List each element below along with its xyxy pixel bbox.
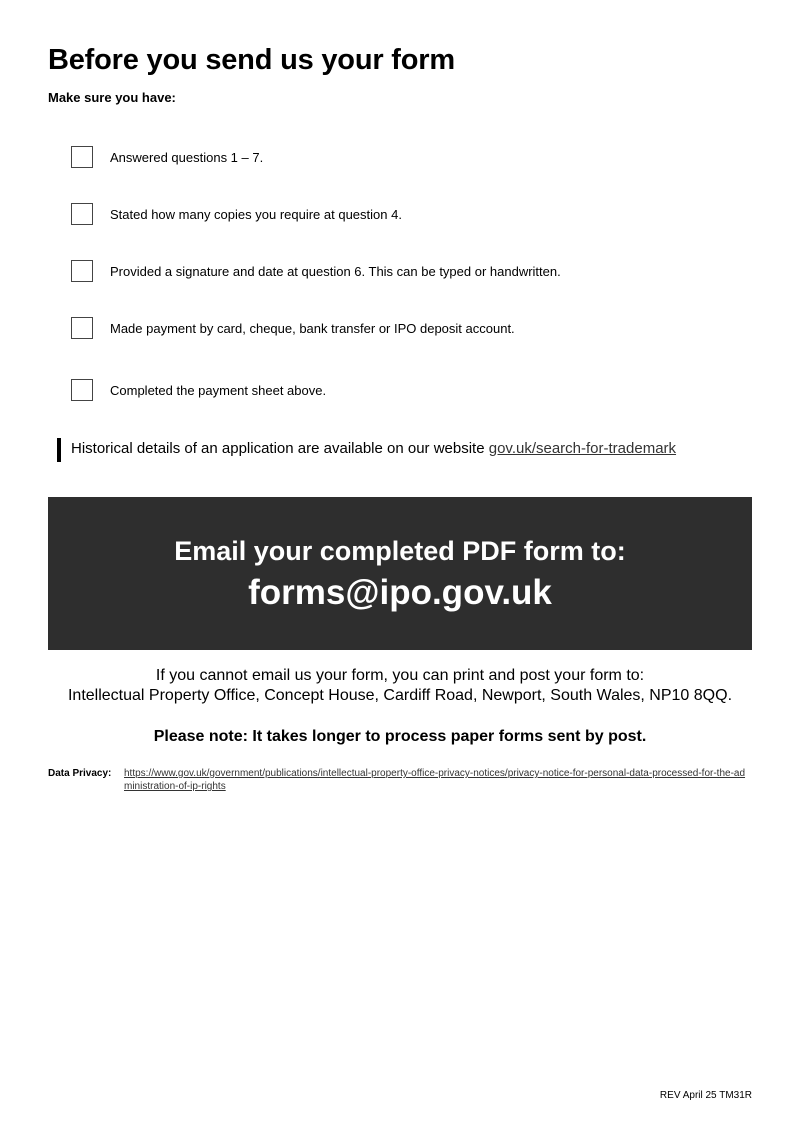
- note-text: Historical details of an application are available on our website: [71, 440, 489, 457]
- search-trademark-link[interactable]: gov.uk/search-for-trademark: [488, 440, 677, 457]
- checklist-item: [71, 260, 731, 286]
- checkbox[interactable]: [71, 203, 93, 225]
- post-instruction: If you cannot email us your form, you can print and post your form to:: [155, 667, 645, 684]
- checklist-item: [71, 146, 731, 172]
- checklist-item-label: Answered questions 1 – 7.: [110, 150, 264, 165]
- intro-text: Make sure you have:: [48, 90, 176, 105]
- checkbox[interactable]: [71, 317, 93, 339]
- data-privacy-label: Data Privacy:: [48, 768, 112, 779]
- privacy-notice-link[interactable]: https://www.gov.uk/government/publications/intellectual-property-office-privacy-notices/privacy-notice-for-personal-data-processed-for-the-administration-of-ip-rights: [124, 768, 746, 792]
- checklist-item: [71, 317, 731, 343]
- historical-details-note: [57, 438, 676, 462]
- checkbox[interactable]: [71, 260, 93, 282]
- checkbox[interactable]: [71, 146, 93, 168]
- email-heading: Email your completed PDF form to:: [174, 536, 626, 566]
- page-title: Before you send us your form: [48, 44, 455, 76]
- checklist-item-label: Made payment by card, cheque, bank transfer or IPO deposit account.: [110, 321, 515, 336]
- form-revision: REV April 25 TM31R: [659, 1090, 752, 1101]
- email-address[interactable]: forms@ipo.gov.uk: [248, 573, 552, 612]
- checklist-item: [71, 203, 731, 229]
- checklist-item: [71, 379, 731, 405]
- post-info: [48, 666, 752, 706]
- checklist-item-label: Completed the payment sheet above.: [110, 383, 327, 398]
- checklist-item-label: Provided a signature and date at question 6. This can be typed or handwritten.: [110, 264, 561, 279]
- post-note: Please note: It takes longer to process paper forms sent by post.: [153, 728, 647, 745]
- email-panel: [48, 497, 752, 650]
- checklist-item-label: Stated how many copies you require at question 4.: [110, 207, 402, 222]
- checkbox[interactable]: [71, 379, 93, 401]
- postal-address: Intellectual Property Office, Concept House, Cardiff Road, Newport, South Wales, NP10 8QQ.: [67, 687, 733, 704]
